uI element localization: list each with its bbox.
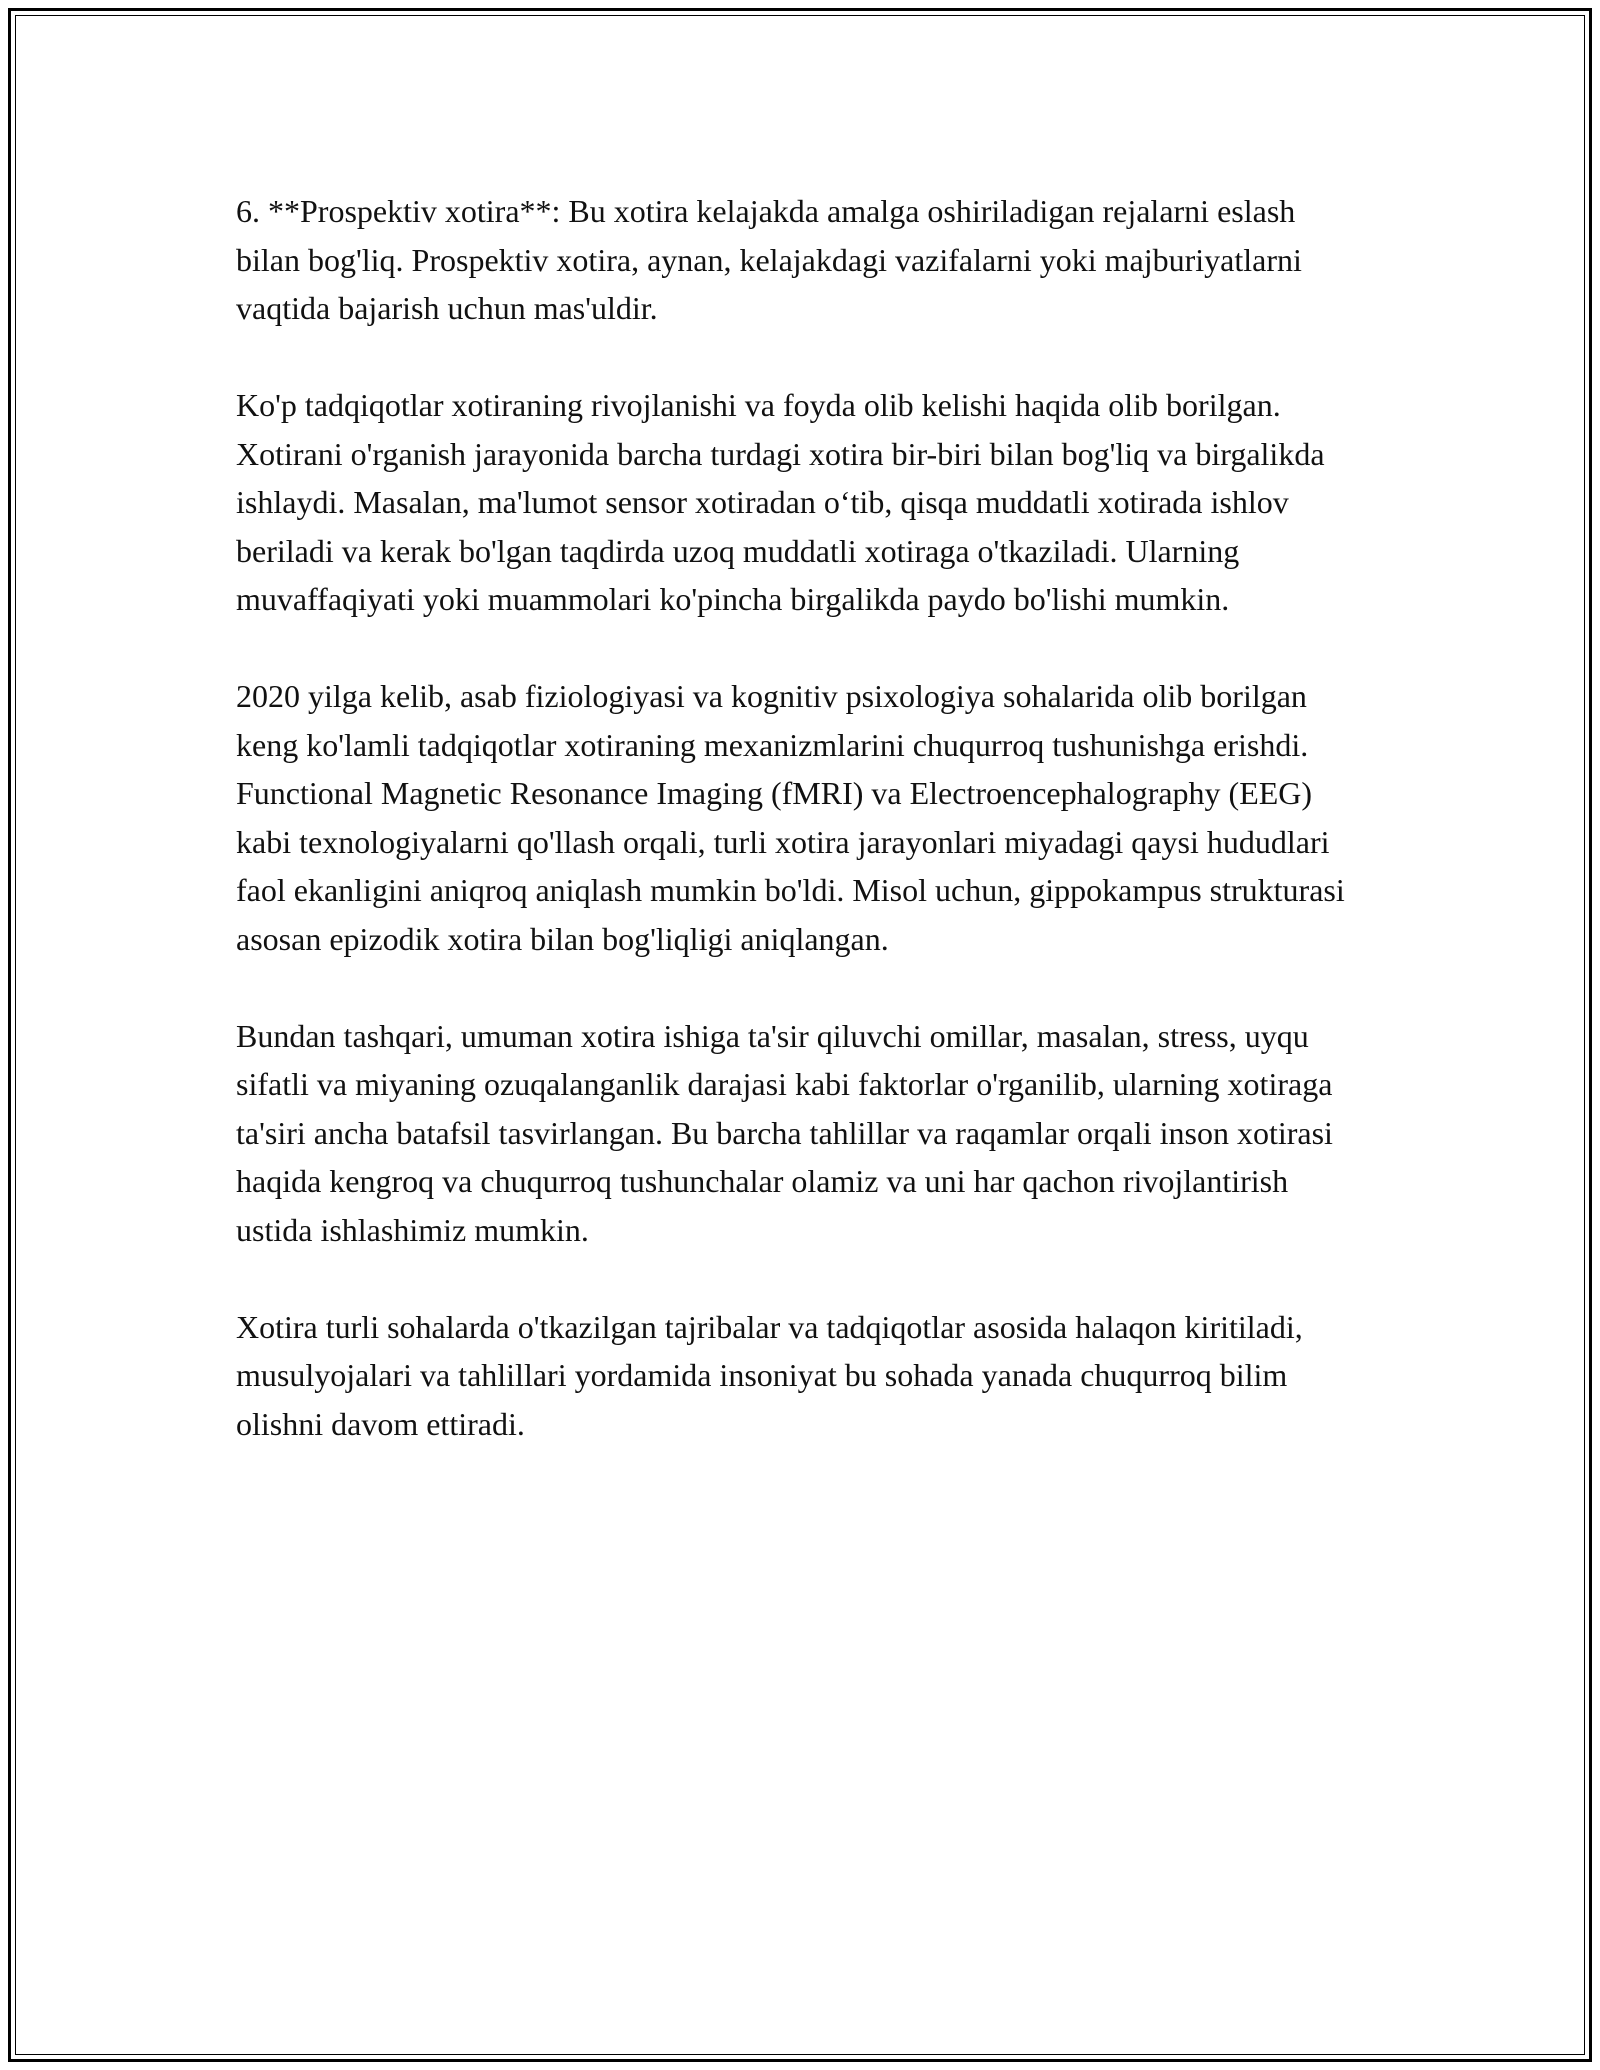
paragraph-memory-research: Ko'p tadqiqotlar xotiraning rivojlanishi va foyda olib kelishi haqida olib borilgan. Xotirani o'rganish jarayonida barcha turdagi xotira bir-biri bilan bog'liq va birgalikda ishlaydi. Masalan, ma'lumot sensor xotiradan o‘tib, qisqa muddatli xotirada ishlov beriladi va kerak bo'lgan taqdirda uzoq muddatli xotiraga o'tkaziladi. Ularning muvaffaqiyati yoki muammolari ko'pincha birgalikda paydo bo'lishi mumkin.	[236, 387, 1325, 617]
paragraph-prospective-memory: 6. **Prospektiv xotira**: Bu xotira kelajakda amalga oshiriladigan rejalarni eslash bilan bog'liq. Prospektiv xotira, aynan, kelajakdagi vazifalarni yoki majburiyatlarni vaqtida bajarish uchun mas'uldir.	[236, 193, 1302, 326]
paragraph-conclusion: Xotira turli sohalarda o'tkazilgan tajribalar va tadqiqotlar asosida halaqon kiritiladi, musulyojalari va tahlillari yordamida insoniyat bu sohada yanada chuqurroq bilim olishni davom ettiradi.	[236, 1308, 1303, 1442]
paragraph-2020-studies: 2020 yilga kelib, asab fiziologiyasi va kognitiv psixologiya sohalarida olib borilgan keng ko'lamli tadqiqotlar xotiraning mexanizmlarini chuqurroq tushunishga erishdi. Functional Magnetic Resonance Imaging (fMRI) va Electroencephalography (EEG) kabi texnologiyalarni qo'llash orqali, turli xotira jarayonlari miyadagi qaysi hududlari faol ekanligini aniqroq aniqlash mumkin bo'ldi. Misol uchun, gippokampus strukturasi asosan epizodik xotira bilan bog'liqligi aniqlangan.	[236, 678, 1345, 957]
document-body	[236, 187, 1366, 1497]
paragraph-memory-factors: Bundan tashqari, umuman xotira ishiga ta'sir qiluvchi omillar, masalan, stress, uyqu sifatli va miyaning ozuqalanganlik darajasi kabi faktorlar o'rganilib, ularning xotiraga ta'siri ancha batafsil tasvirlangan. Bu barcha tahlillar va raqamlar orqali inson xotirasi haqida kengroq va chuqurroq tushunchalar olamiz va uni har qachon rivojlantirish ustida ishlashimiz mumkin.	[236, 1017, 1333, 1248]
